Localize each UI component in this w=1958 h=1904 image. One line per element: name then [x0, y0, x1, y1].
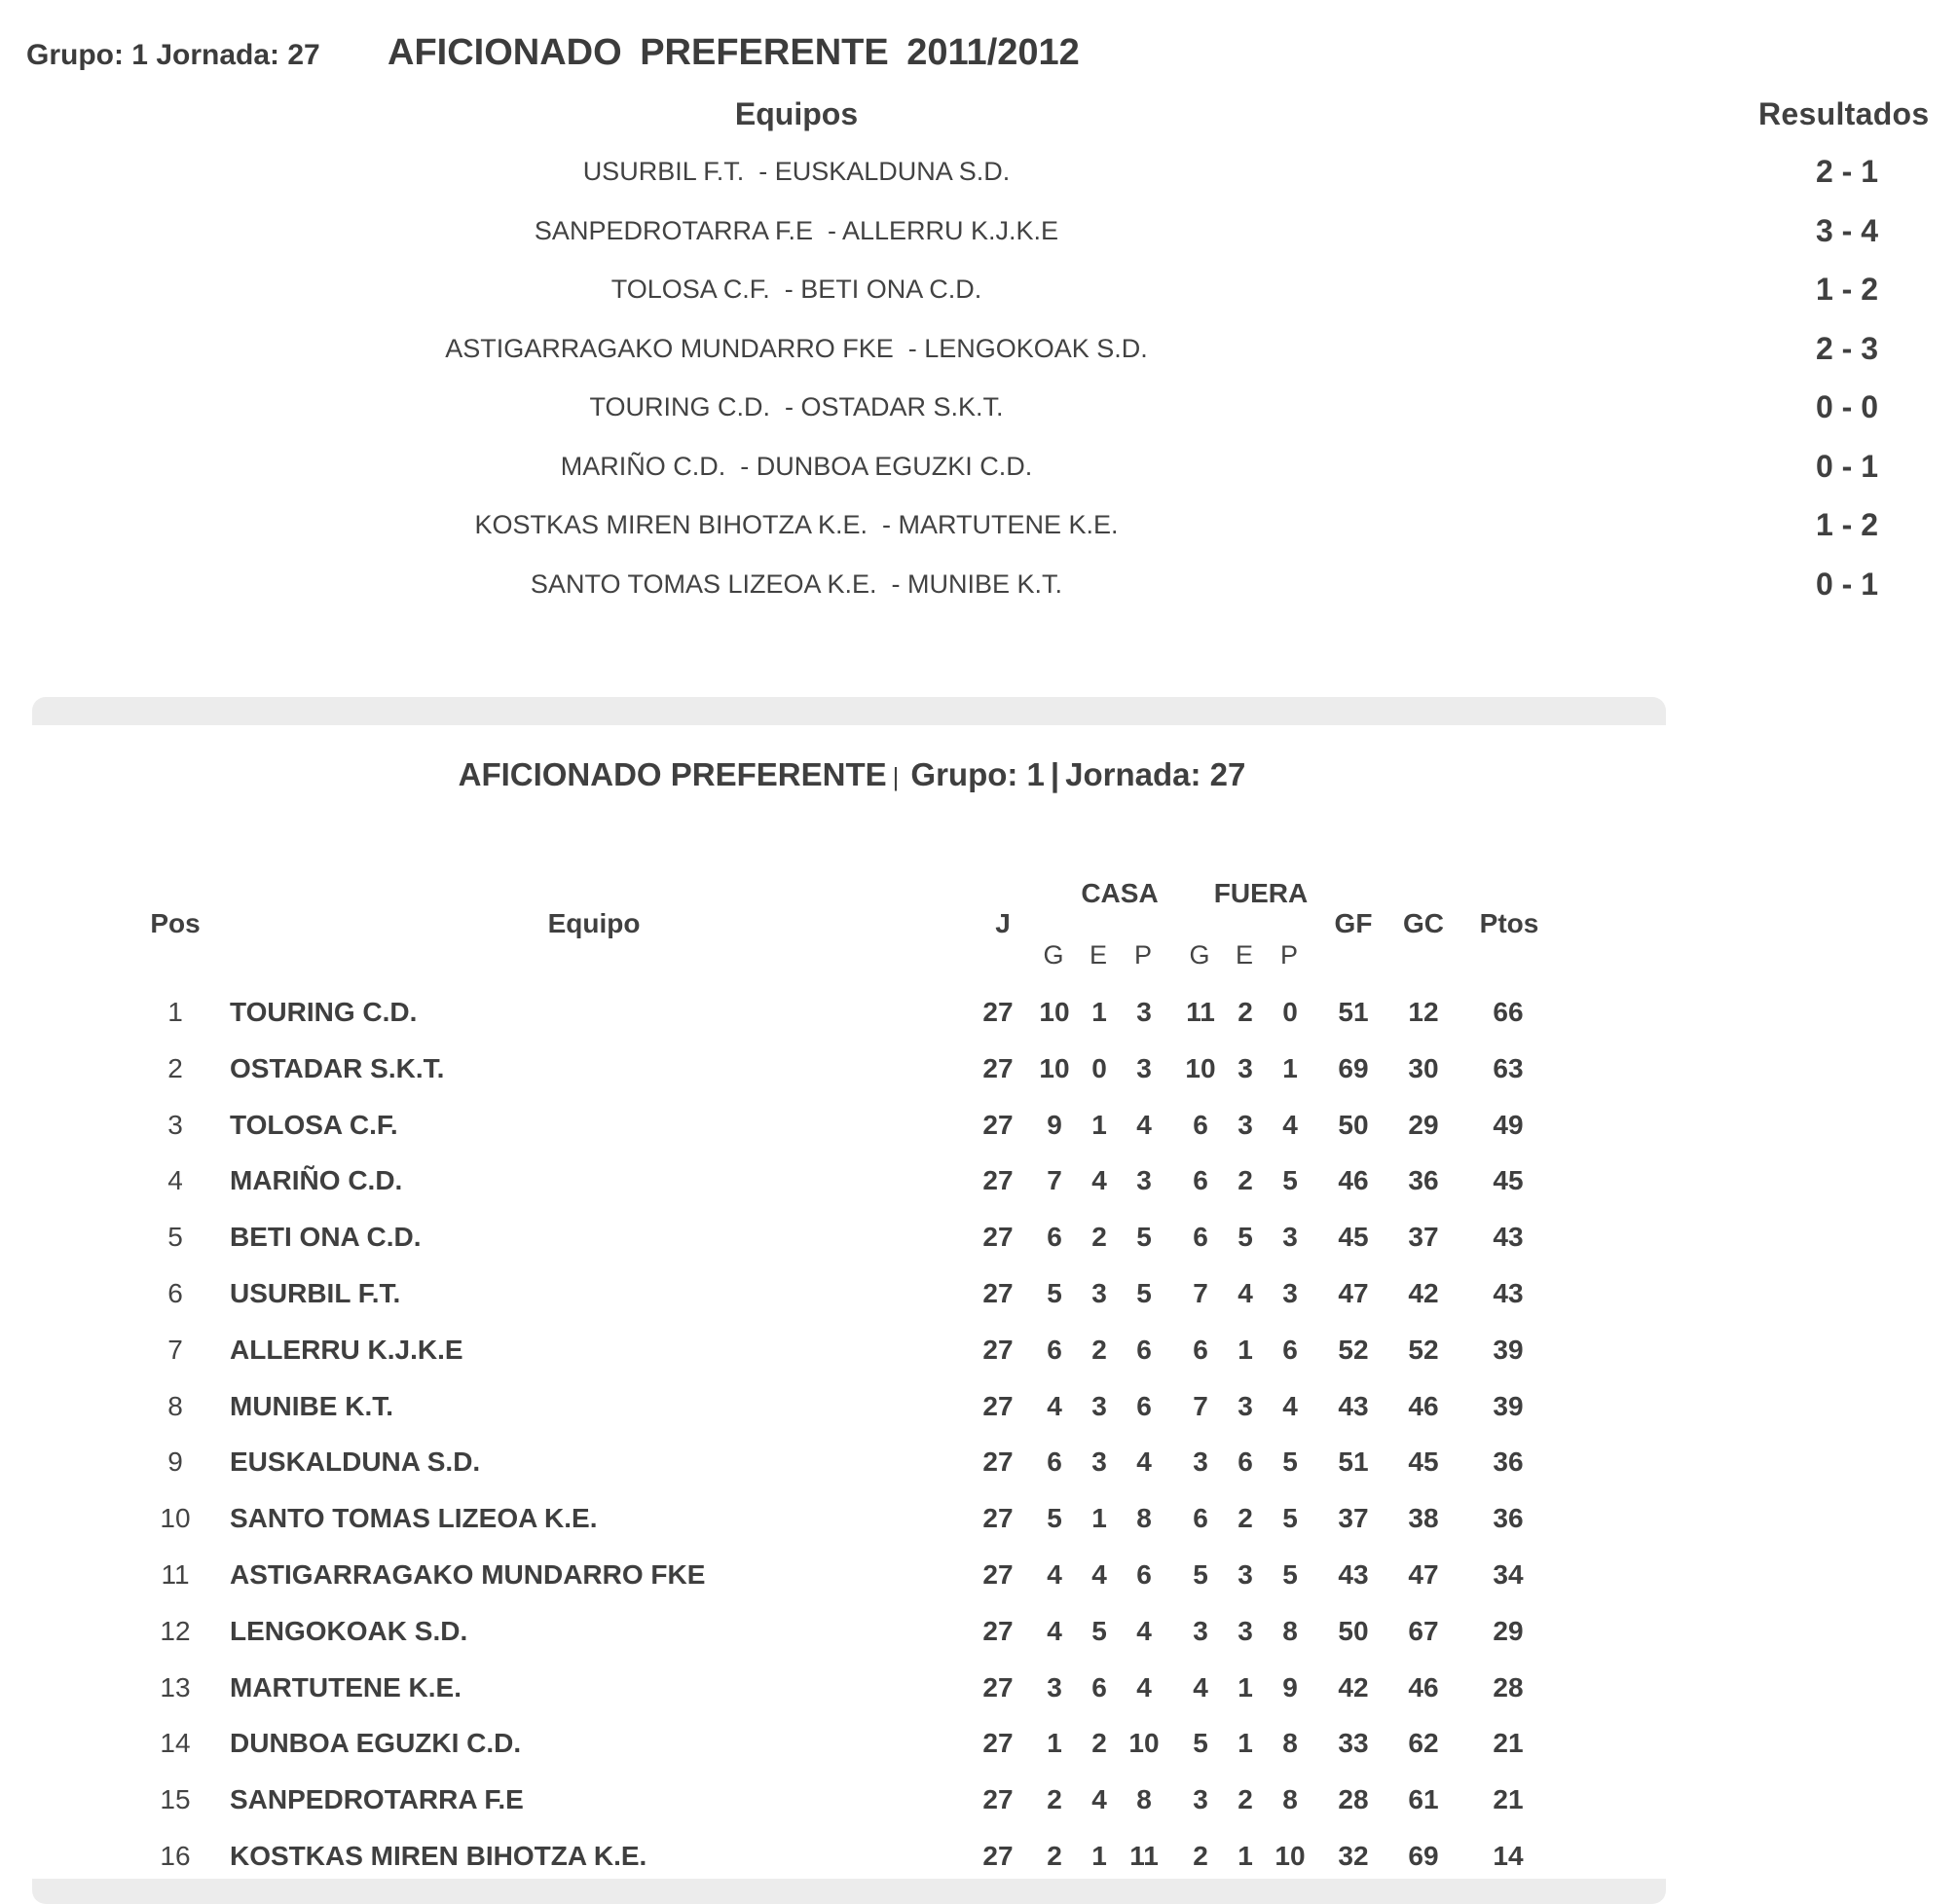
- table-row: [0, 1446, 1704, 1485]
- title-separator: |: [892, 762, 900, 791]
- home-lost: 4: [1136, 1109, 1152, 1140]
- match-teams: MARIÑO C.D. - DUNBOA EGUZKI C.D.: [560, 451, 1033, 481]
- team-name: MARTUTENE K.E.: [230, 1671, 462, 1703]
- table-row: [0, 1728, 1704, 1767]
- position: 5: [167, 1222, 183, 1253]
- results-score-header: Resultados: [1758, 96, 1930, 131]
- away-won: 4: [1193, 1671, 1208, 1703]
- played: 27: [982, 1334, 1014, 1365]
- match-score: 1 - 2: [1815, 272, 1879, 307]
- table-row: [0, 1559, 1704, 1598]
- home-lost: 11: [1129, 1841, 1159, 1871]
- away-drawn: 2: [1238, 1784, 1253, 1815]
- match-teams: SANPEDROTARRA F.E - ALLERRU K.J.K.E: [534, 215, 1059, 245]
- position: 11: [161, 1559, 190, 1590]
- home-lost: 5: [1136, 1222, 1152, 1253]
- header-team: Equipo: [547, 908, 641, 938]
- home-won: 1: [1047, 1728, 1062, 1759]
- team-name: SANPEDROTARRA F.E: [230, 1784, 524, 1815]
- home-drawn: 6: [1091, 1671, 1107, 1703]
- goals-against: 37: [1408, 1222, 1439, 1253]
- match-score: 1 - 2: [1815, 507, 1879, 542]
- points: 66: [1493, 997, 1524, 1027]
- table-row: [0, 1503, 1704, 1542]
- away-lost: 4: [1282, 1390, 1298, 1421]
- home-lost: 6: [1136, 1334, 1152, 1365]
- position: 10: [160, 1503, 191, 1534]
- away-drawn: 3: [1238, 1390, 1253, 1421]
- position: 15: [160, 1784, 191, 1815]
- team-name: ALLERRU K.J.K.E: [230, 1334, 463, 1365]
- header-gc: GC: [1403, 908, 1444, 938]
- table-row: [0, 1335, 1704, 1373]
- goals-for: 51: [1338, 1446, 1369, 1478]
- home-won: 4: [1047, 1559, 1062, 1590]
- table-row: [0, 1784, 1704, 1823]
- away-lost: 10: [1275, 1841, 1306, 1871]
- goals-against: 52: [1408, 1334, 1439, 1365]
- standings-card-top-border: [32, 697, 1666, 725]
- played: 27: [982, 1109, 1014, 1140]
- home-drawn: 0: [1091, 1052, 1107, 1083]
- table-row: [0, 1391, 1704, 1430]
- goals-against: 61: [1408, 1784, 1439, 1815]
- away-won: 6: [1193, 1165, 1208, 1196]
- away-won: 6: [1193, 1334, 1208, 1365]
- match-score: 2 - 3: [1815, 330, 1879, 366]
- header-away: FUERA: [1213, 878, 1309, 908]
- goals-against: 67: [1408, 1615, 1439, 1646]
- away-won: 5: [1193, 1559, 1208, 1590]
- match-teams: TOLOSA C.F. - BETI ONA C.D.: [610, 275, 982, 304]
- position: 12: [160, 1615, 191, 1646]
- home-won: 3: [1047, 1671, 1062, 1703]
- home-drawn: 1: [1091, 997, 1107, 1027]
- goals-for: 52: [1338, 1334, 1369, 1365]
- points: 14: [1493, 1841, 1524, 1871]
- match-score: 0 - 1: [1815, 566, 1879, 602]
- position: 6: [167, 1278, 183, 1308]
- header-away-won: G: [1189, 940, 1210, 970]
- team-name: ASTIGARRAGAKO MUNDARRO FKE: [230, 1559, 706, 1590]
- standings-league: AFICIONADO PREFERENTE: [458, 756, 887, 792]
- goals-against: 29: [1408, 1109, 1439, 1140]
- match-teams: TOURING C.D. - OSTADAR S.K.T.: [589, 392, 1004, 421]
- team-name: OSTADAR S.K.T.: [230, 1052, 445, 1083]
- position: 14: [160, 1728, 191, 1759]
- match-teams: USURBIL F.T. - EUSKALDUNA S.D.: [582, 157, 1011, 186]
- away-won: 6: [1193, 1109, 1208, 1140]
- played: 27: [982, 1841, 1014, 1871]
- away-lost: 5: [1282, 1503, 1298, 1534]
- home-lost: 4: [1136, 1446, 1152, 1478]
- team-name: MUNIBE K.T.: [230, 1390, 393, 1421]
- points: 28: [1493, 1671, 1524, 1703]
- goals-for: 46: [1338, 1165, 1369, 1196]
- points: 49: [1493, 1109, 1524, 1140]
- match-teams: ASTIGARRAGAKO MUNDARRO FKE - LENGOKOAK S.D.: [445, 333, 1148, 363]
- home-drawn: 1: [1091, 1109, 1107, 1140]
- home-won: 6: [1047, 1334, 1062, 1365]
- goals-for: 37: [1338, 1503, 1369, 1534]
- home-lost: 5: [1136, 1278, 1152, 1308]
- away-drawn: 3: [1238, 1615, 1253, 1646]
- goals-against: 46: [1408, 1671, 1439, 1703]
- title-separator: |: [1050, 756, 1060, 792]
- points: 43: [1493, 1278, 1524, 1308]
- table-row: [0, 1278, 1704, 1317]
- away-lost: 8: [1282, 1728, 1298, 1759]
- team-name: SANTO TOMAS LIZEOA K.E.: [230, 1503, 598, 1534]
- match-teams: KOSTKAS MIREN BIHOTZA K.E. - MARTUTENE K.E.: [474, 510, 1119, 539]
- home-drawn: 4: [1091, 1559, 1107, 1590]
- home-drawn: 1: [1091, 1841, 1107, 1871]
- away-lost: 5: [1282, 1165, 1298, 1196]
- header-home-drawn: E: [1089, 940, 1107, 970]
- match-score: 2 - 1: [1815, 154, 1879, 189]
- home-won: 6: [1047, 1446, 1062, 1478]
- table-row: [0, 1616, 1704, 1655]
- away-drawn: 2: [1238, 1165, 1253, 1196]
- team-name: LENGOKOAK S.D.: [230, 1615, 468, 1646]
- played: 27: [982, 1784, 1014, 1815]
- played: 27: [982, 1222, 1014, 1253]
- match-score: 0 - 0: [1815, 389, 1879, 424]
- standings-group: Grupo: 1: [910, 756, 1045, 792]
- results-teams-header: Equipos: [734, 96, 859, 131]
- played: 27: [982, 1052, 1014, 1083]
- played: 27: [982, 1278, 1014, 1308]
- home-won: 5: [1047, 1503, 1062, 1534]
- team-name: TOURING C.D.: [230, 997, 418, 1027]
- played: 27: [982, 1559, 1014, 1590]
- goals-for: 69: [1338, 1052, 1369, 1083]
- header-home-lost: P: [1133, 940, 1152, 970]
- home-lost: 4: [1136, 1615, 1152, 1646]
- home-won: 5: [1047, 1278, 1062, 1308]
- away-drawn: 2: [1238, 1503, 1253, 1534]
- position: 2: [167, 1052, 183, 1083]
- played: 27: [982, 1446, 1014, 1478]
- home-lost: 6: [1136, 1559, 1152, 1590]
- goals-for: 43: [1338, 1559, 1369, 1590]
- home-won: 4: [1047, 1615, 1062, 1646]
- home-drawn: 3: [1091, 1390, 1107, 1421]
- points: 36: [1493, 1446, 1524, 1478]
- home-won: 10: [1039, 1052, 1070, 1083]
- points: 21: [1493, 1784, 1524, 1815]
- away-lost: 3: [1282, 1222, 1298, 1253]
- goals-for: 43: [1338, 1390, 1369, 1421]
- home-drawn: 5: [1091, 1615, 1107, 1646]
- home-drawn: 4: [1091, 1165, 1107, 1196]
- away-won: 6: [1193, 1503, 1208, 1534]
- played: 27: [982, 1503, 1014, 1534]
- points: 21: [1493, 1728, 1524, 1759]
- home-drawn: 2: [1091, 1728, 1107, 1759]
- home-lost: 3: [1136, 1052, 1152, 1083]
- played: 27: [982, 1165, 1014, 1196]
- away-drawn: 6: [1238, 1446, 1253, 1478]
- standings-card-bottom-border: [32, 1879, 1666, 1904]
- home-drawn: 4: [1091, 1784, 1107, 1815]
- position: 8: [167, 1390, 183, 1421]
- header-pts: Ptos: [1479, 908, 1539, 938]
- position: 9: [167, 1446, 183, 1478]
- group-round-label: Grupo: 1 Jornada: 27: [26, 39, 320, 71]
- away-drawn: 5: [1238, 1222, 1253, 1253]
- played: 27: [982, 997, 1014, 1027]
- header-away-drawn: E: [1235, 940, 1253, 970]
- points: 36: [1493, 1503, 1524, 1534]
- table-row: [0, 1672, 1704, 1711]
- standings-round: Jornada: 27: [1065, 756, 1246, 792]
- played: 27: [982, 1671, 1014, 1703]
- goals-against: 69: [1408, 1841, 1439, 1871]
- match-score: 3 - 4: [1815, 212, 1879, 248]
- home-lost: 4: [1136, 1671, 1152, 1703]
- points: 39: [1493, 1334, 1524, 1365]
- away-lost: 6: [1282, 1334, 1298, 1365]
- points: 63: [1493, 1052, 1524, 1083]
- away-lost: 9: [1282, 1671, 1298, 1703]
- away-won: 7: [1193, 1278, 1208, 1308]
- position: 1: [167, 997, 183, 1027]
- away-drawn: 3: [1238, 1052, 1253, 1083]
- away-lost: 4: [1282, 1109, 1298, 1140]
- home-drawn: 3: [1091, 1446, 1107, 1478]
- goals-against: 12: [1408, 997, 1439, 1027]
- away-drawn: 1: [1238, 1728, 1253, 1759]
- header-played: J: [995, 908, 1011, 938]
- points: 45: [1493, 1165, 1524, 1196]
- goals-for: 32: [1338, 1841, 1369, 1871]
- away-won: 6: [1193, 1222, 1208, 1253]
- home-won: 2: [1047, 1841, 1062, 1871]
- away-drawn: 4: [1238, 1278, 1253, 1308]
- header-pos: Pos: [150, 908, 201, 938]
- away-won: 10: [1185, 1052, 1216, 1083]
- table-row: [0, 1053, 1704, 1092]
- position: 16: [160, 1841, 191, 1871]
- away-won: 3: [1193, 1446, 1208, 1478]
- home-lost: 8: [1136, 1503, 1152, 1534]
- away-won: 11: [1186, 997, 1215, 1027]
- home-won: 10: [1039, 997, 1070, 1027]
- team-name: DUNBOA EGUZKI C.D.: [230, 1728, 522, 1759]
- away-won: 3: [1193, 1784, 1208, 1815]
- goals-for: 42: [1338, 1671, 1369, 1703]
- goals-for: 50: [1338, 1615, 1369, 1646]
- home-lost: 6: [1136, 1390, 1152, 1421]
- away-drawn: 1: [1238, 1841, 1253, 1871]
- home-drawn: 2: [1091, 1222, 1107, 1253]
- away-won: 2: [1193, 1841, 1208, 1871]
- header-away-lost: P: [1279, 940, 1298, 970]
- home-won: 4: [1047, 1390, 1062, 1421]
- away-lost: 8: [1282, 1615, 1298, 1646]
- played: 27: [982, 1615, 1014, 1646]
- points: 29: [1493, 1615, 1524, 1646]
- home-drawn: 3: [1091, 1278, 1107, 1308]
- home-won: 7: [1047, 1165, 1062, 1196]
- home-won: 6: [1047, 1222, 1062, 1253]
- header-home: CASA: [1081, 878, 1159, 908]
- home-won: 2: [1047, 1784, 1062, 1815]
- goals-for: 50: [1338, 1109, 1369, 1140]
- position: 13: [160, 1671, 191, 1703]
- match-score: 0 - 1: [1815, 448, 1879, 484]
- away-lost: 5: [1282, 1446, 1298, 1478]
- away-won: 5: [1193, 1728, 1208, 1759]
- header-home-won: G: [1043, 940, 1064, 970]
- team-name: TOLOSA C.F.: [230, 1109, 398, 1140]
- goals-against: 62: [1408, 1728, 1439, 1759]
- table-row: [0, 1841, 1704, 1880]
- home-lost: 8: [1136, 1784, 1152, 1815]
- goals-against: 42: [1408, 1278, 1439, 1308]
- team-name: BETI ONA C.D.: [230, 1222, 422, 1253]
- table-row: [0, 1165, 1704, 1204]
- team-name: EUSKALDUNA S.D.: [230, 1446, 481, 1478]
- goals-for: 51: [1338, 997, 1369, 1027]
- played: 27: [982, 1728, 1014, 1759]
- table-row: [0, 997, 1704, 1036]
- points: 34: [1493, 1559, 1524, 1590]
- away-won: 3: [1193, 1615, 1208, 1646]
- team-name: KOSTKAS MIREN BIHOTZA K.E.: [230, 1841, 647, 1871]
- played: 27: [982, 1390, 1014, 1421]
- position: 3: [167, 1109, 183, 1140]
- away-lost: 5: [1282, 1559, 1298, 1590]
- away-lost: 0: [1282, 997, 1298, 1027]
- home-lost: 3: [1136, 997, 1152, 1027]
- table-row: [0, 1222, 1704, 1261]
- away-drawn: 3: [1238, 1109, 1253, 1140]
- goals-against: 38: [1408, 1503, 1439, 1534]
- position: 4: [167, 1165, 183, 1196]
- standings-title: [0, 756, 1704, 793]
- goals-for: 33: [1338, 1728, 1369, 1759]
- away-drawn: 1: [1238, 1334, 1253, 1365]
- goals-against: 36: [1408, 1165, 1439, 1196]
- home-won: 9: [1047, 1109, 1062, 1140]
- table-row: [0, 1110, 1704, 1149]
- away-drawn: 2: [1238, 997, 1253, 1027]
- goals-against: 46: [1408, 1390, 1439, 1421]
- team-name: MARIÑO C.D.: [230, 1165, 403, 1196]
- away-won: 7: [1193, 1390, 1208, 1421]
- points: 43: [1493, 1222, 1524, 1253]
- home-drawn: 1: [1091, 1503, 1107, 1534]
- away-lost: 8: [1282, 1784, 1298, 1815]
- goals-for: 45: [1338, 1222, 1369, 1253]
- home-lost: 3: [1136, 1165, 1152, 1196]
- team-name: USURBIL F.T.: [230, 1278, 401, 1308]
- points: 39: [1493, 1390, 1524, 1421]
- goals-against: 47: [1408, 1559, 1439, 1590]
- away-drawn: 3: [1238, 1559, 1253, 1590]
- home-lost: 10: [1128, 1728, 1160, 1759]
- goals-against: 30: [1408, 1052, 1439, 1083]
- home-drawn: 2: [1091, 1334, 1107, 1365]
- goals-for: 47: [1338, 1278, 1369, 1308]
- goals-for: 28: [1338, 1784, 1369, 1815]
- position: 7: [167, 1334, 183, 1365]
- away-lost: 3: [1282, 1278, 1298, 1308]
- header-gf: GF: [1334, 908, 1373, 938]
- away-drawn: 1: [1238, 1671, 1253, 1703]
- page-title: AFICIONADO PREFERENTE 2011/2012: [388, 32, 1080, 73]
- goals-against: 45: [1408, 1446, 1439, 1478]
- away-lost: 1: [1282, 1052, 1298, 1083]
- match-teams: SANTO TOMAS LIZEOA K.E. - MUNIBE K.T.: [530, 568, 1063, 599]
